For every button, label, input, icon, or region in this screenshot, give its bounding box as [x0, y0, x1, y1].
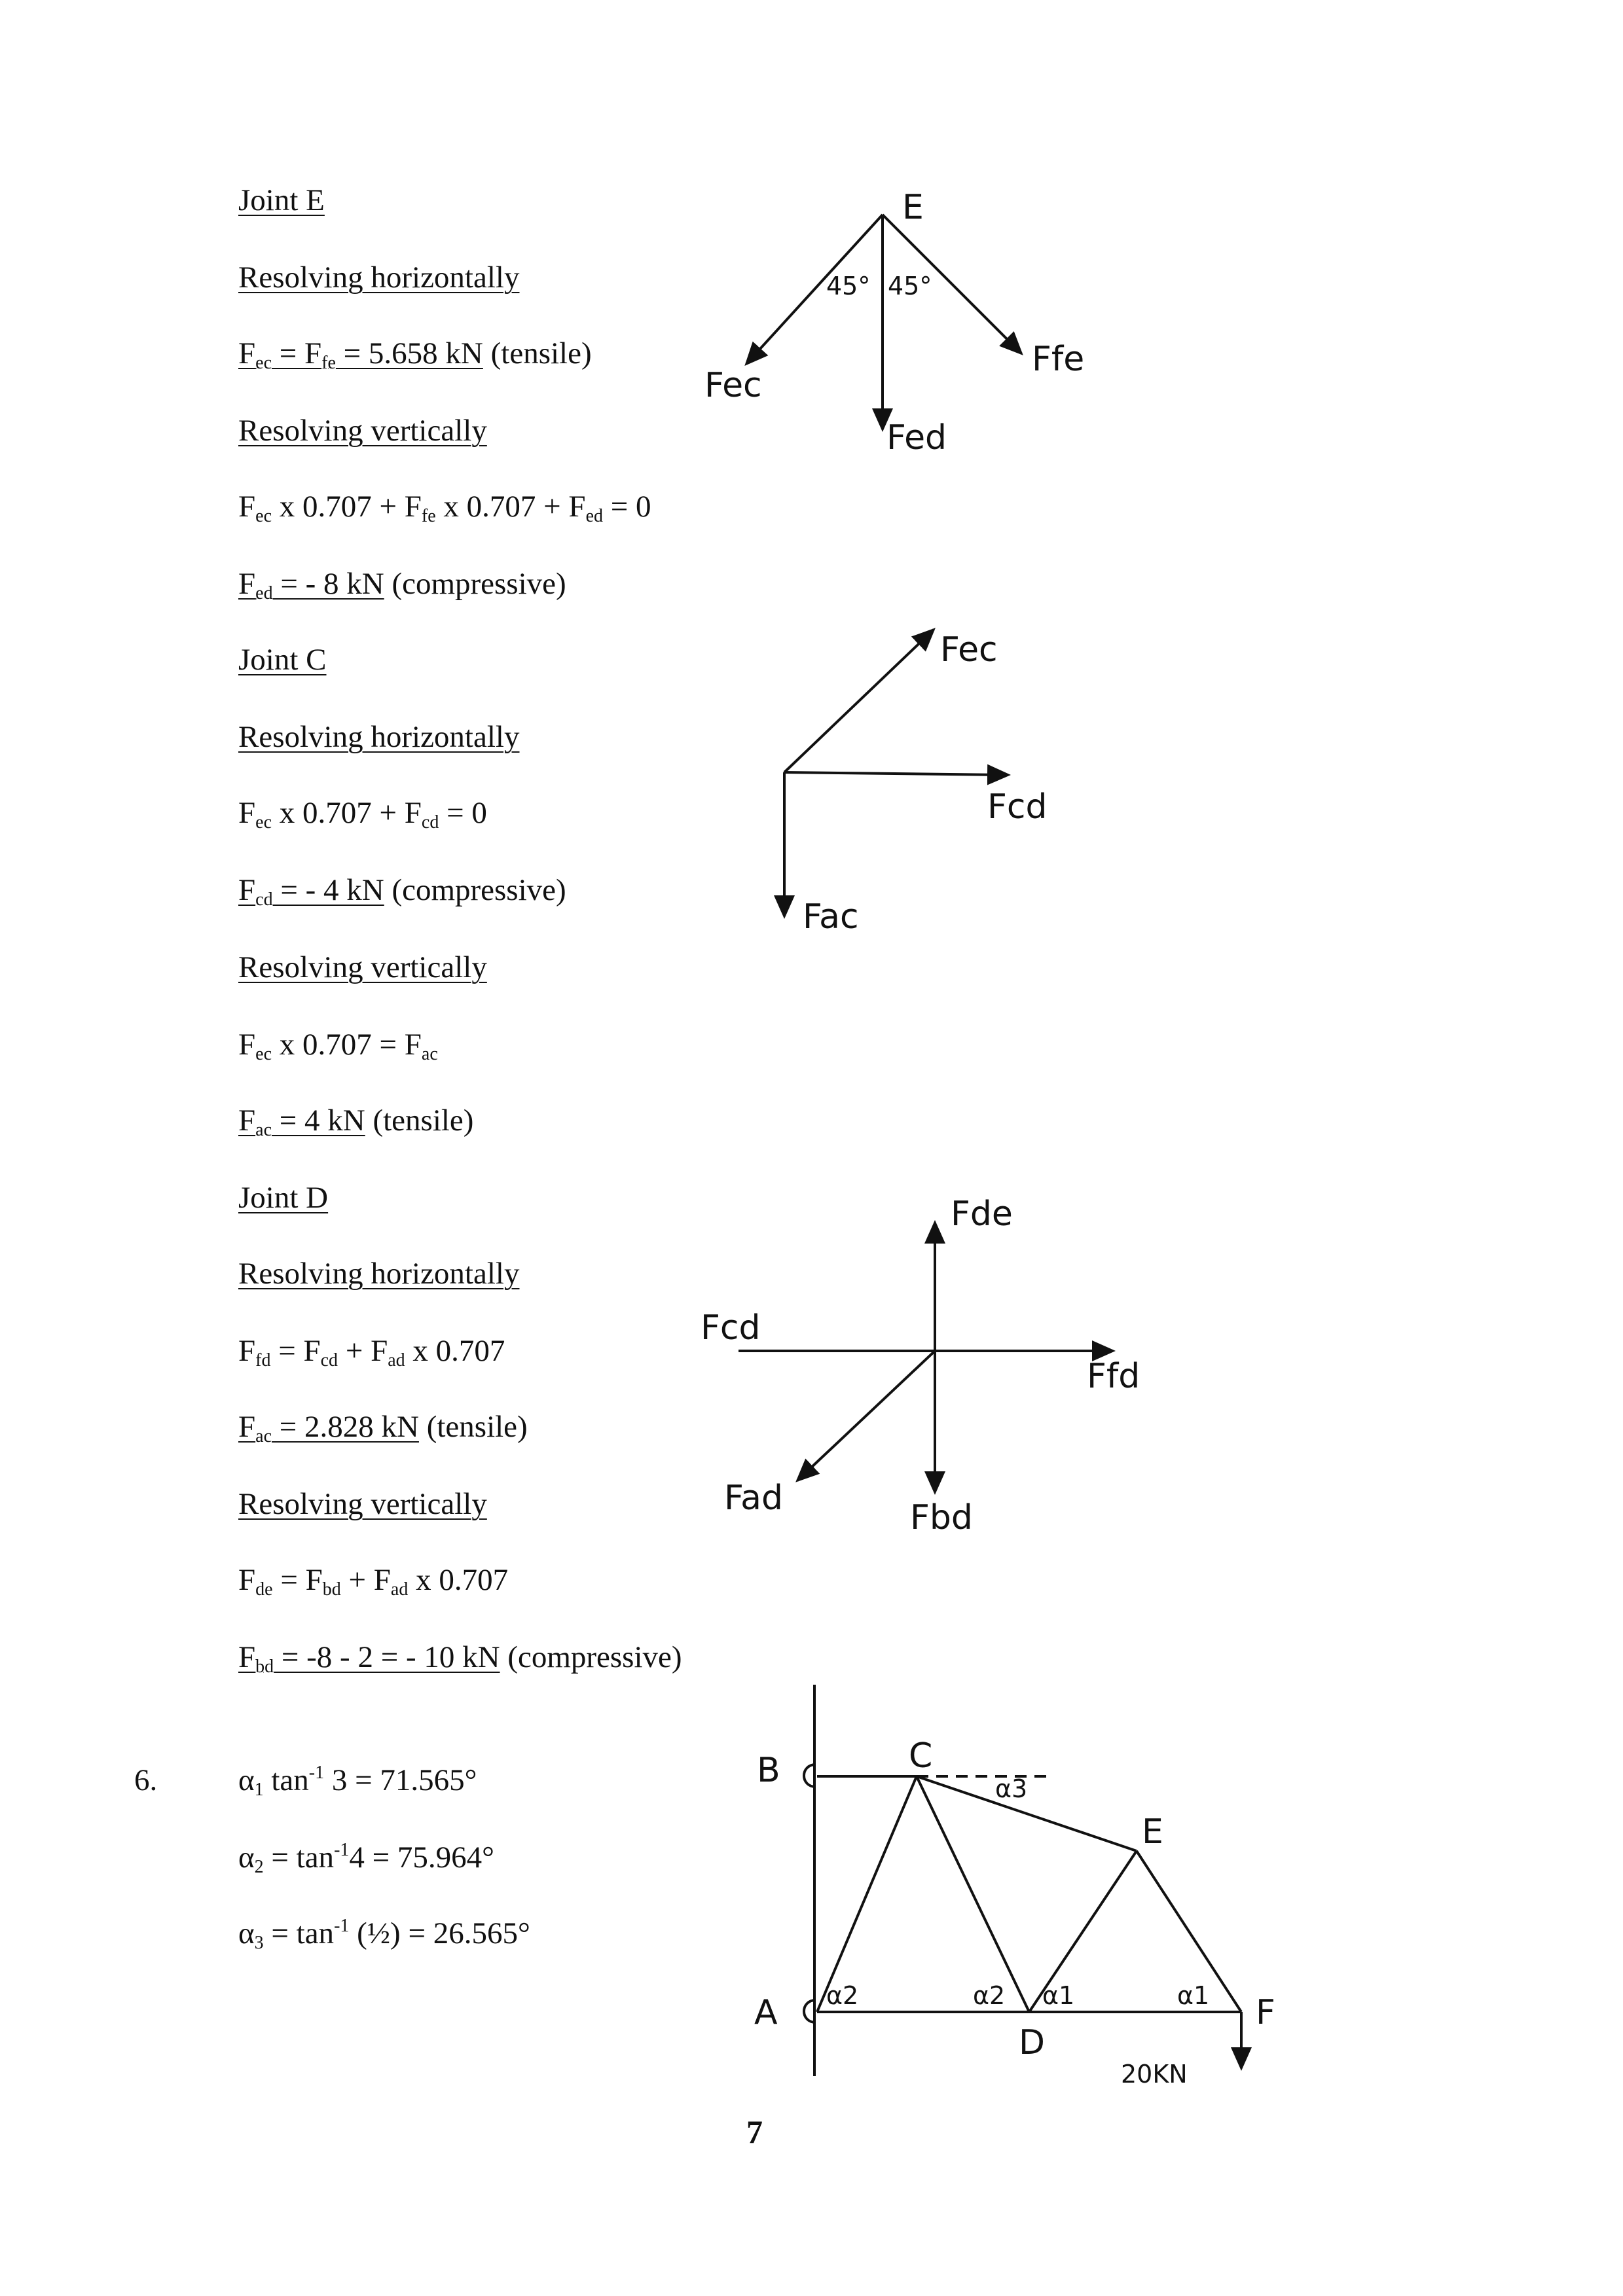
joint-e-label: E [902, 188, 924, 227]
joint-d-equation-1: $F_{fd} = F_{cd} + F_{ad}$ x 0.707 [238, 1334, 505, 1371]
alpha1-equation: $\alpha_1$ $\tan^{-1} 3 = 71.565^\circ$ [238, 1763, 477, 1800]
force-arrow-ec [784, 630, 934, 772]
load-label: 20KN [1121, 2060, 1188, 2089]
joint-c-equation-1: $F_{ec}$ x $0.707 + F_{cd} = 0$ [238, 796, 487, 833]
force-label-ffd: Ffd [1087, 1357, 1140, 1396]
alpha3-equation: $\alpha_3 = \tan^{-1}$ (½) = 26.565° [238, 1916, 530, 1953]
truss-diagram [754, 1685, 1275, 2089]
alpha3-label: α3 [995, 1774, 1028, 1803]
alpha2-equation: $\alpha_2 = \tan^{-1}4 = 75.964^\circ$ [238, 1840, 494, 1877]
joint-e-equation-3: $F_{ed}$ = - 8 kN (compressive) [238, 567, 566, 603]
force-arrow-cd [784, 772, 1008, 775]
joint-d-diagram [701, 1194, 1140, 1537]
page-number: 7 [746, 2113, 763, 2150]
node-f-label: F [1256, 1993, 1275, 2032]
joint-e-equation-1: $F_{ec} = F_{fe} = 5.658$ kN (tensile) [238, 336, 592, 373]
joint-e-heading: Joint E [238, 183, 325, 217]
joint-d-equation-4: $F_{bd} = -8 - 2$ = - 10 kN (compressive) [238, 1640, 682, 1677]
joint-c-equation-2: $F_{cd}$ = - 4 kN (compressive) [238, 873, 566, 910]
joint-d-equation-3: $F_{de} = F_{bd} + F_{ad}$ x 0.707 [238, 1563, 509, 1600]
force-label-fde: Fde [951, 1194, 1013, 1234]
alpha1-d-label: α1 [1042, 1981, 1075, 2010]
angle-right-label: 45° [888, 272, 932, 300]
joint-e-vertical-heading: Resolving vertically [238, 414, 487, 448]
joint-c-diagram [784, 630, 1048, 937]
force-label-fec: Fec [704, 366, 762, 405]
force-label-fad: Fad [724, 1479, 784, 1518]
joint-e-horizontal-heading: Resolving horizontally [238, 260, 520, 295]
node-b-label: B [757, 1751, 780, 1790]
joint-c-heading: Joint C [238, 643, 327, 677]
joint-c-equation-4: $F_{ac} = 4$ kN (tensile) [238, 1103, 474, 1140]
joint-d-horizontal-heading: Resolving horizontally [238, 1257, 520, 1291]
force-label-fec: Fec [940, 630, 998, 670]
joint-e-diagram [704, 188, 1084, 457]
node-c-label: C [909, 1736, 933, 1776]
alpha1-f-label: α1 [1177, 1981, 1210, 2010]
member-cd [917, 1776, 1029, 2012]
alpha2-a-label: α2 [826, 1981, 859, 2010]
force-arrow-ad [797, 1351, 935, 1480]
joint-c-horizontal-heading: Resolving horizontally [238, 720, 520, 754]
angle-left-label: 45° [826, 272, 871, 300]
force-label-fac: Fac [803, 897, 859, 937]
joint-d-equation-2: $F_{ac} = 2.828$ kN (tensile) [238, 1410, 528, 1446]
node-e-label: E [1142, 1812, 1163, 1852]
joint-d-heading: Joint D [238, 1181, 329, 1215]
force-label-fbd: Fbd [910, 1498, 973, 1537]
node-a-label: A [754, 1993, 778, 2032]
question-number: 6. [134, 1763, 158, 1797]
force-label-ffe: Ffe [1032, 340, 1085, 379]
joint-c-vertical-heading: Resolving vertically [238, 950, 487, 984]
joint-c-equation-3: $F_{ec}$ x $0.707 = F_{ac}$ [238, 1028, 438, 1064]
joint-d-vertical-heading: Resolving vertically [238, 1487, 487, 1521]
member-ac [817, 1776, 917, 2012]
force-label-fed: Fed [886, 418, 947, 457]
joint-e-equation-2: $F_{ec}$ x $0.707 + F_{fe}$ x $0.707 + F_{ed} = 0$ [238, 490, 651, 526]
force-label-fcd: Fcd [987, 787, 1048, 827]
alpha2-d-label: α2 [973, 1981, 1006, 2010]
force-label-fcd: Fcd [701, 1308, 761, 1348]
node-d-label: D [1019, 2023, 1046, 2062]
